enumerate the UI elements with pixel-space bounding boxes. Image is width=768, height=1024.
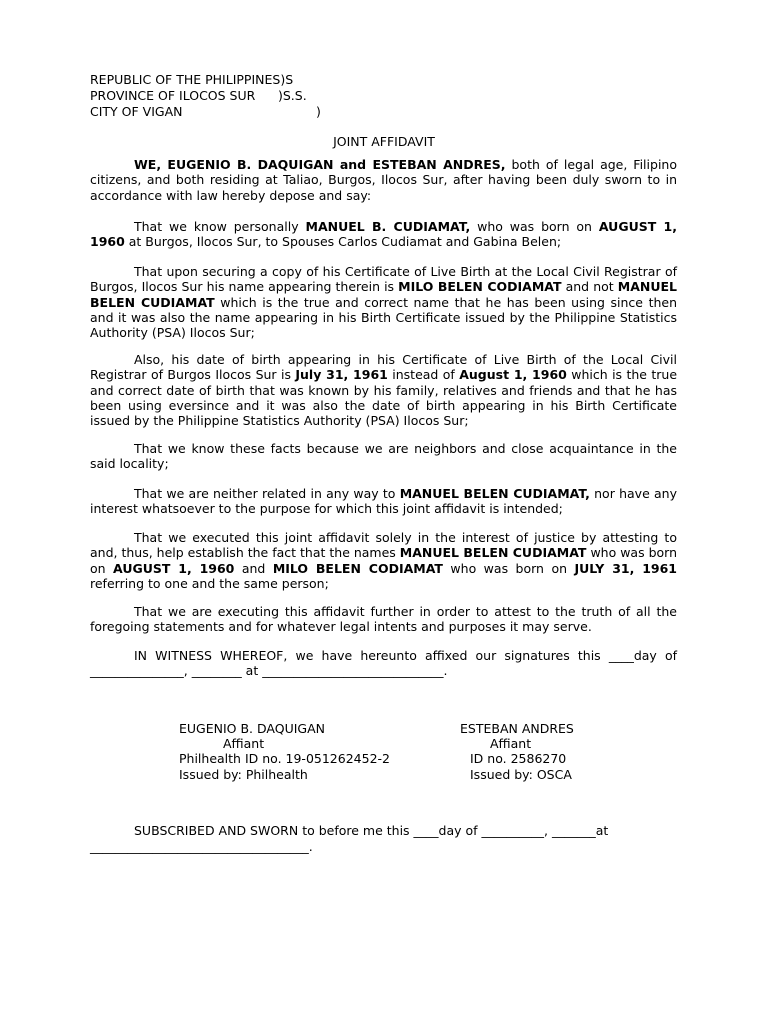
paragraph-affiants-intro xyxy=(90,157,677,203)
affiant-role: Affiant xyxy=(223,736,265,752)
text: That we know these facts because we are neighbors and close acquaintance in the said locality; xyxy=(90,441,677,472)
paragraph-know-facts xyxy=(90,441,677,472)
venue-province-text: PROVINCE OF ILOCOS SUR xyxy=(90,88,256,103)
text: That we know personally xyxy=(134,219,306,234)
venue-ss-mark: )S.S. xyxy=(278,88,307,103)
paragraph-certificate-name xyxy=(90,264,677,340)
bold-date: AUGUST 1, 1960 xyxy=(90,219,677,250)
text: IN WITNESS WHEREOF, we have hereunto affixed our signatures this ____day of _______________, ________ at _____________________________. xyxy=(90,648,677,679)
paragraph-in-witness xyxy=(90,648,677,679)
text: That we are neither related in any way to xyxy=(134,486,400,501)
venue-republic-text: REPUBLIC OF THE PHILIPPINES)S xyxy=(90,72,294,87)
text: That we are executing this affidavit further in order to attest to the truth of all the foregoing statements and for whatever legal intents and purposes it may serve. xyxy=(90,604,677,635)
jurat-line-1: SUBSCRIBED AND SWORN to before me this ____day of __________, _______at xyxy=(134,823,609,838)
affiant-name: ESTEBAN ANDRES xyxy=(460,721,574,736)
venue-block xyxy=(90,72,321,120)
affiant-issued-by: Issued by: OSCA xyxy=(470,766,572,782)
bold-date: July 31, 1961 xyxy=(295,367,388,383)
text: who was born on xyxy=(442,560,575,576)
bold-name: MANUEL BELEN CUDIAMAT, xyxy=(399,486,590,501)
text: which is the true and correct name that he has been using since then and it was also the name appearing in his Birth Certificate issued by the Philippine Statistics Authority (PSA) Ilocos Sur; xyxy=(90,294,678,341)
paragraph-know-personally xyxy=(90,219,677,250)
text: instead of xyxy=(387,367,460,383)
bold-name: MILO BELEN CODIAMAT xyxy=(272,560,443,576)
venue-line-republic xyxy=(90,72,293,88)
affiant-block-andres xyxy=(460,721,574,782)
affiant-issued-by: Issued by: Philhealth xyxy=(179,766,308,782)
bold-name: MANUEL B. CUDIAMAT, xyxy=(305,219,471,234)
text: and xyxy=(234,560,273,576)
jurat-line-2: ___________________________________. xyxy=(90,839,313,854)
venue-city-text: CITY OF VIGAN xyxy=(90,104,183,119)
bold-name: MANUEL BELEN CUDIAMAT xyxy=(399,545,587,561)
bold-affiant-names: WE, EUGENIO B. DAQUIGAN and ESTEBAN ANDRES, xyxy=(134,157,506,172)
paragraph-date-of-birth xyxy=(90,352,677,428)
paragraph-executed-affidavit xyxy=(90,530,677,591)
paragraph-not-related xyxy=(90,486,677,517)
venue-line-city xyxy=(90,104,321,120)
paragraph-further-attest xyxy=(90,604,677,635)
text: nor have any interest whatsoever to the purpose for which this joint affidavit is intended; xyxy=(90,486,677,517)
text: That we executed this joint affidavit solely in the interest of justice by attesting to and, thus, help establish the fact that the names xyxy=(90,530,677,561)
text: which is the true and correct date of birth that was known by his family, relatives and friends and that he has been using eversince and it was also the date of birth appearing in his Birth Certificate issued by the Philippine Statistics Authority (PSA) Ilocos Sur; xyxy=(90,367,678,429)
affiant-block-daquigan xyxy=(179,721,390,782)
bold-date: JULY 31, 1961 xyxy=(574,560,677,576)
text: who was born on xyxy=(470,219,599,234)
affiant-id: Philhealth ID no. 19-051262452-2 xyxy=(179,751,390,767)
affiant-role: Affiant xyxy=(490,736,532,752)
text: and not xyxy=(561,279,618,295)
bold-name: MANUEL BELEN CUDIAMAT xyxy=(90,279,677,310)
bold-date: AUGUST 1, 1960 xyxy=(113,560,235,576)
venue-line-province xyxy=(90,88,307,104)
text: That upon securing a copy of his Certificate of Live Birth at the Local Civil Registrar of Burgos, Ilocos Sur his name appearing therein is xyxy=(90,264,677,295)
text: who was born on xyxy=(90,545,678,576)
text: both of legal age, Filipino citizens, and both residing at Taliao, Burgos, Ilocos Sur, after having been duly sworn to in accordance with law hereby depose and say: xyxy=(90,157,677,203)
text: Also, his date of birth appearing in his Certificate of Live Birth of the Local Civil Registrar of Burgos Ilocos Sur is xyxy=(90,352,677,383)
bold-name: MILO BELEN CODIAMAT xyxy=(398,279,562,295)
venue-city-paren: ) xyxy=(316,104,321,119)
document-title: JOINT AFFIDAVIT xyxy=(333,134,435,149)
text: at Burgos, Ilocos Sur, to Spouses Carlos Cudiamat and Gabina Belen; xyxy=(124,234,562,250)
text: referring to one and the same person; xyxy=(90,575,329,591)
affiant-id: ID no. 2586270 xyxy=(470,751,567,767)
jurat-block xyxy=(90,823,677,855)
affiant-name: EUGENIO B. DAQUIGAN xyxy=(179,721,326,736)
bold-date: August 1, 1960 xyxy=(459,367,567,383)
